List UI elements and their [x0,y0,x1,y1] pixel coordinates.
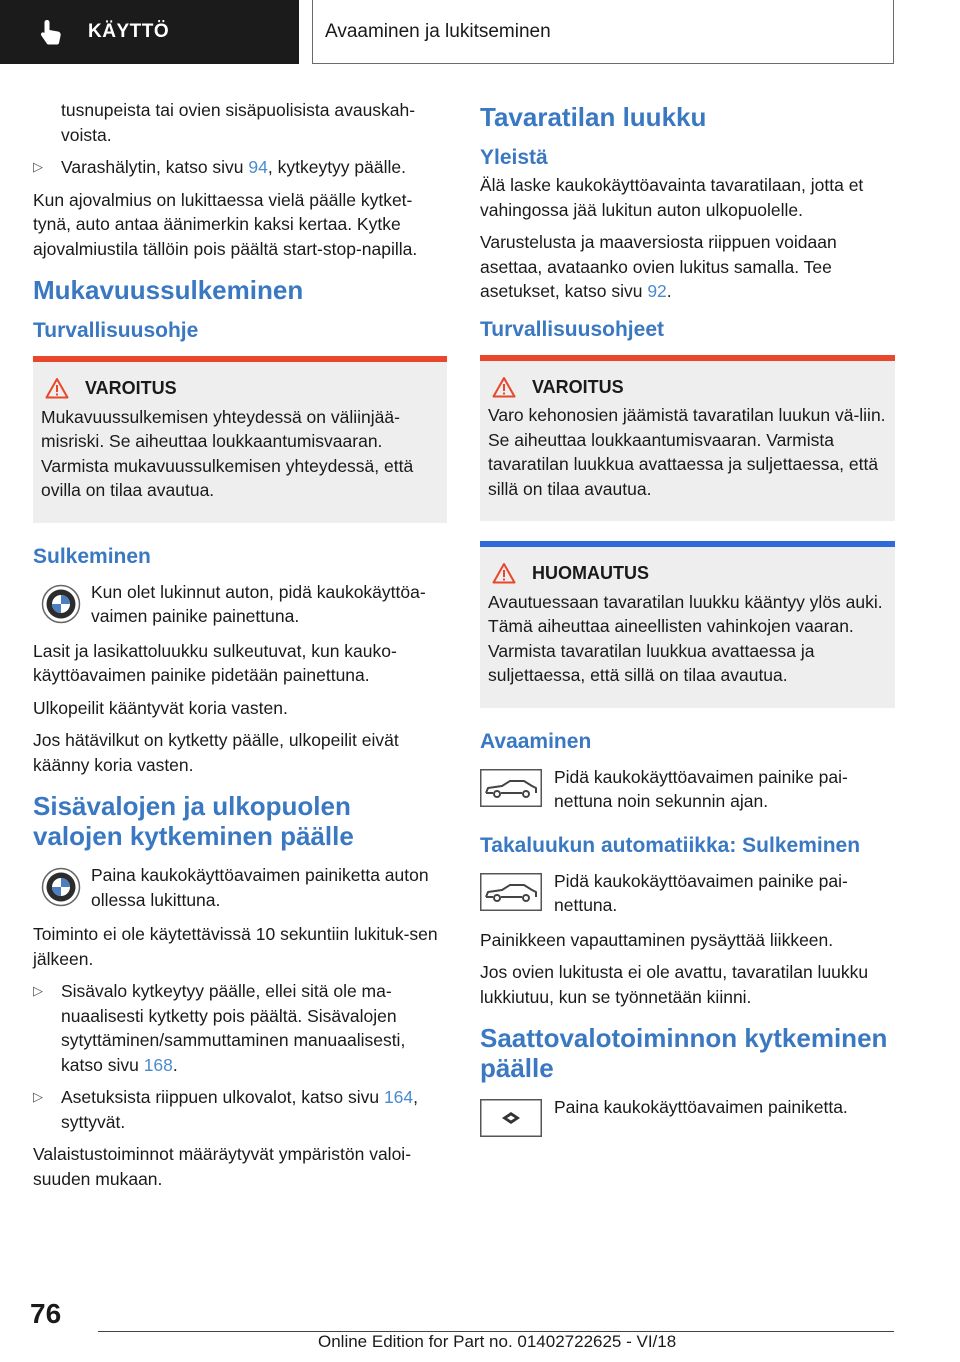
notice-title: HUOMAUTUS [532,563,649,583]
triangle-bullet-icon: ▷ [33,159,43,174]
tailgate-button-icon [480,769,542,807]
heading-yleista: Yleistä [480,146,548,169]
warning-triangle-icon [492,562,516,584]
tailgate-button-icon [480,873,542,911]
page-link[interactable]: 164 [383,1087,414,1107]
instruction-row [33,863,447,912]
right-column [480,98,895,1147]
paragraph: Lasit ja lasikattoluukku sulkeutuvat, kun kauko-käyttöavaimen painike pidetään painettuna. [33,640,397,685]
page-link[interactable]: 92 [647,281,667,301]
paragraph: . [666,281,672,301]
heading-takaluukun-automatiikka: Takaluukun automatiikka: Sulkeminen [480,833,861,857]
warning-triangle-icon [492,376,516,398]
notice-text: Avautuessaan tavaratilan luukku kääntyy ylös auki. Tämä aiheuttaa aineellisten vahinkojen vaaran. Varmista tavaratilan luukkua avattaessa ja suljettaessa, että sillä on tilaa avautua. [488,591,883,685]
instruction-text: Paina kaukokäyttöavaimen painiketta auton ollessa lukittuna. [91,865,429,910]
page-link[interactable]: 94 [248,157,268,177]
heading-avaaminen: Avaaminen [480,729,592,753]
warning-triangle-icon [45,377,69,399]
bmw-key-icon [41,867,81,907]
chapter-title: Avaaminen ja lukitseminen [325,20,551,42]
heading-turvallisuusohje: Turvallisuusohje [33,319,199,342]
warning-box [33,356,447,523]
heading-saattovalotoiminto: Saattovalotoiminnon kytkeminen päälle [480,1023,888,1083]
bmw-key-icon [41,584,81,624]
notice-box [480,541,895,708]
instruction-text: Pidä kaukokäyttöavaimen painike pai-nettuna noin sekunnin ajan. [554,766,848,811]
paragraph: Varustelusta ja maaversiosta riippuen voidaan asettaa, avataanko ovien lukitus samalla. Tee asetukset, katso sivu [480,232,837,301]
warning-title: VAROITUS [85,378,177,398]
instruction-row [480,765,895,814]
heading-sulkeminen: Sulkeminen [33,544,151,568]
list-text: . [172,1054,178,1075]
paragraph: Jos ovien lukitusta ei ole avattu, tavaratilan luukku lukkiutuu, kun se työnnetään kiinni. [480,962,869,1007]
section-title: KÄYTTÖ [88,21,170,42]
paragraph: Kun ajovalmius on lukittaessa vielä päälle kytket-tynä, auto antaa äänimerkin kaksi kertaa. Kytke ajovalmiustila tällöin pois päältä start-stop-napilla. [33,189,418,259]
list-item [33,979,447,1077]
page-number: 76 [30,1298,62,1329]
warning-box [480,355,895,522]
heading-tavaratilan-luukku: Tavaratilan luukku [480,102,707,132]
list-text: , syttyvät. [61,1087,419,1132]
list-text: , kytkeytyy päälle. [267,157,406,177]
warning-text: Mukavuussulkemisen yhteydessä on väliinjää-misriski. Se aiheuttaa loukkaantumisvaaran. Varmista mukavuussulkemisen yhteydessä, että ovilla on tilaa avautua. [41,406,414,500]
paragraph: Valaistustoiminnot määräytyvät ympäristön valoi-suuden mukaan. [33,1144,412,1189]
left-column [33,98,447,1199]
heading-turvallisuusohjeet: Turvallisuusohjeet [480,317,664,341]
chapter-header [312,0,894,64]
instruction-text: Paina kaukokäyttöavaimen painiketta. [554,1097,848,1117]
paragraph: tusnupeista tai ovien sisäpuolisista avauskah-voista. [61,100,416,145]
triangle-bullet-icon: ▷ [33,983,43,998]
footer-edition: Online Edition for Part no. 01402722625 - VI/18 [318,1332,677,1351]
heading-sisavalot: Sisävalojen ja ulkopuolen valojen kytkeminen päälle [33,791,354,851]
warning-title: VAROITUS [532,376,624,397]
list-text: Varashälytin, katso sivu [61,157,249,177]
paragraph: Ulkopeilit kääntyvät koria vasten. [33,697,288,718]
instruction-text: Pidä kaukokäyttöavaimen painike pai-nettuna. [554,870,848,915]
warning-text: Varo kehonosien jäämistä tavaratilan luukun vä-liin. Se aiheuttaa loukkaantumisvaaran. Varmista tavaratilan luukkua avattaessa ja suljettaessa, että sillä on tilaa avautua. [488,405,886,499]
heading-mukavuussulkeminen: Mukavuussulkeminen [33,275,304,305]
hand-pointer-icon [36,17,66,47]
list-item [33,1085,447,1134]
triangle-bullet-icon: ▷ [33,1089,43,1104]
paragraph: Painikkeen vapauttaminen pysäyttää liikkeen. [480,929,834,950]
list-text: Asetuksista riippuen ulkovalot, katso sivu [61,1087,384,1107]
diamond-button-icon [480,1099,542,1137]
list-text: Sisävalo kytkeytyy päälle, ellei sitä ole ma-nuaalisesti kytketty pois päältä. Sisävalojen sytyttäminen/sammuttaminen manuaalisesti, katso sivu [61,981,406,1075]
instruction-row [480,1095,895,1137]
paragraph: Älä laske kaukokäyttöavainta tavaratilaan, jotta et vahingossa jää lukitun auton ulkopuolelle. [480,175,864,220]
list-item [33,155,447,180]
instruction-row [33,580,447,629]
paragraph: Jos hätävilkut on kytketty päälle, ulkopeilit eivät käänny koria vasten. [33,730,399,775]
paragraph: Toiminto ei ole käytettävissä 10 sekuntiin lukituk-sen jälkeen. [33,924,438,969]
page-link[interactable]: 168 [143,1054,173,1075]
instruction-text: Kun olet lukinnut auton, pidä kaukokäyttöa-vaimen painike painettuna. [91,581,426,626]
instruction-row [480,869,895,918]
section-tab [0,0,299,64]
